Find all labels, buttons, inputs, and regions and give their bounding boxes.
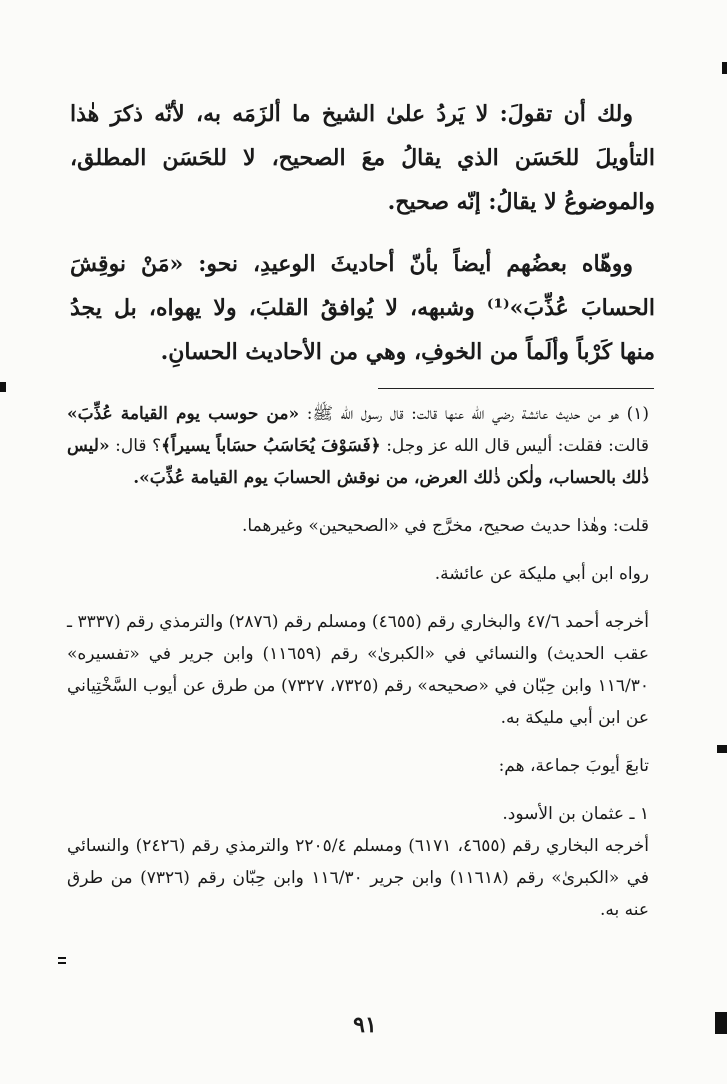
footnote-1-hadith-2: «ليس ذٰلك بالحساب، ولٰكن ذٰلك العرض، من نوقش الحسابَ يوم القيامة عُذِّبَ».: [67, 436, 649, 488]
main-paragraph-2: ووهّاه بعضُهم أيضاً بأنّ أحاديثَ الوعيدِ، نحو: «مَنْ نوقِشَ الحسابَ عُذِّبَ»⁽¹⁾ وشبهه، لا يُوافقُ القلبَ، ولا يهواه، بل يجدُ منها كَرْباً وألَماً من الخوفِ، وهي من الأحاديث الحسانِ.: [70, 251, 656, 365]
scan-edge-mark-left-bottom-2: [58, 962, 66, 964]
main-paragraph-1: ولك أن تقولَ: لا يَردُ علىٰ الشيخ ما ألزَمَه به، لأنّه ذكرَ هٰذا التأويلَ للحَسَن الذي يقالُ معَ الصحيح، لا للحَسَن المطلق، والموضوعُ لا يقالُ: إنّه صحيح.: [70, 101, 655, 215]
footnote-item-1-title: ١ ـ عثمان بن الأسود.: [502, 804, 649, 824]
scan-edge-mark-left: [0, 382, 6, 392]
footnote-1-hadith-1: «من حوسب يوم القيامة عُذِّبَ»: [67, 404, 300, 424]
footnote-ruling: قلت: وهٰذا حديث صحيح، مخرَّج في «الصحيحين» وغيرهما.: [242, 516, 649, 536]
page-number: ٩١: [353, 1012, 377, 1038]
footnote-divider: [378, 388, 654, 389]
scan-edge-mark-right-bottom: [715, 1012, 727, 1034]
footnote-item-1-text: أخرجه البخاري رقم (٤٦٥٥، ٦١٧١) ومسلم ٢٢٠٥/٤ والترمذي رقم (٢٤٢٦) والنسائي في «الكبرىٰ» رقم (١١٦١٨) وابن جرير ١١٦/٣٠ وابن حِبّان رقم (٧٣٢٦) من طرق عنه به.: [67, 836, 649, 920]
footnote-1-intro: (١) هو من حديث عائشة رضي الله عنها قالت: قال رسول الله ﷺ:: [306, 404, 649, 424]
footnote-1-quran: ﴿فَسَوْفَ يُحَاسَبُ حسَاباً يسيراً﴾: [161, 436, 381, 456]
main-text: [70, 92, 655, 374]
footnotes: [67, 398, 649, 926]
footnote-narrator: رواه ابن أبي مليكة عن عائشة.: [434, 564, 649, 584]
scan-edge-mark-right-top: [722, 62, 727, 74]
footnote-1-mid: قالت: فقلت: أليس قال الله عز وجل:: [386, 436, 650, 456]
scan-edge-mark-left-bottom: [58, 957, 66, 959]
scan-edge-mark-right-middle: [717, 745, 727, 753]
footnote-1: [67, 398, 649, 494]
footnote-1-question: ؟ قال:: [115, 436, 162, 456]
footnote-takhrij: أخرجه أحمد ٤٧/٦ والبخاري رقم (٤٦٥٥) ومسلم رقم (٢٨٧٦) والترمذي رقم (٣٣٣٧ ـ عقب الحديث) والنسائي في «الكبرىٰ» رقم (١١٦٥٩) وابن جرير في «تفسيره» ١١٦/٣٠ وابن حِبّان في «صحيحه» رقم (٧٣٢٥، ٧٣٢٧) من طرق عن أيوب السَّخْتِياني عن ابن أبي مليكة به.: [67, 612, 649, 728]
footnote-followers: تابعَ أيوبَ جماعة، هم:: [498, 756, 649, 776]
